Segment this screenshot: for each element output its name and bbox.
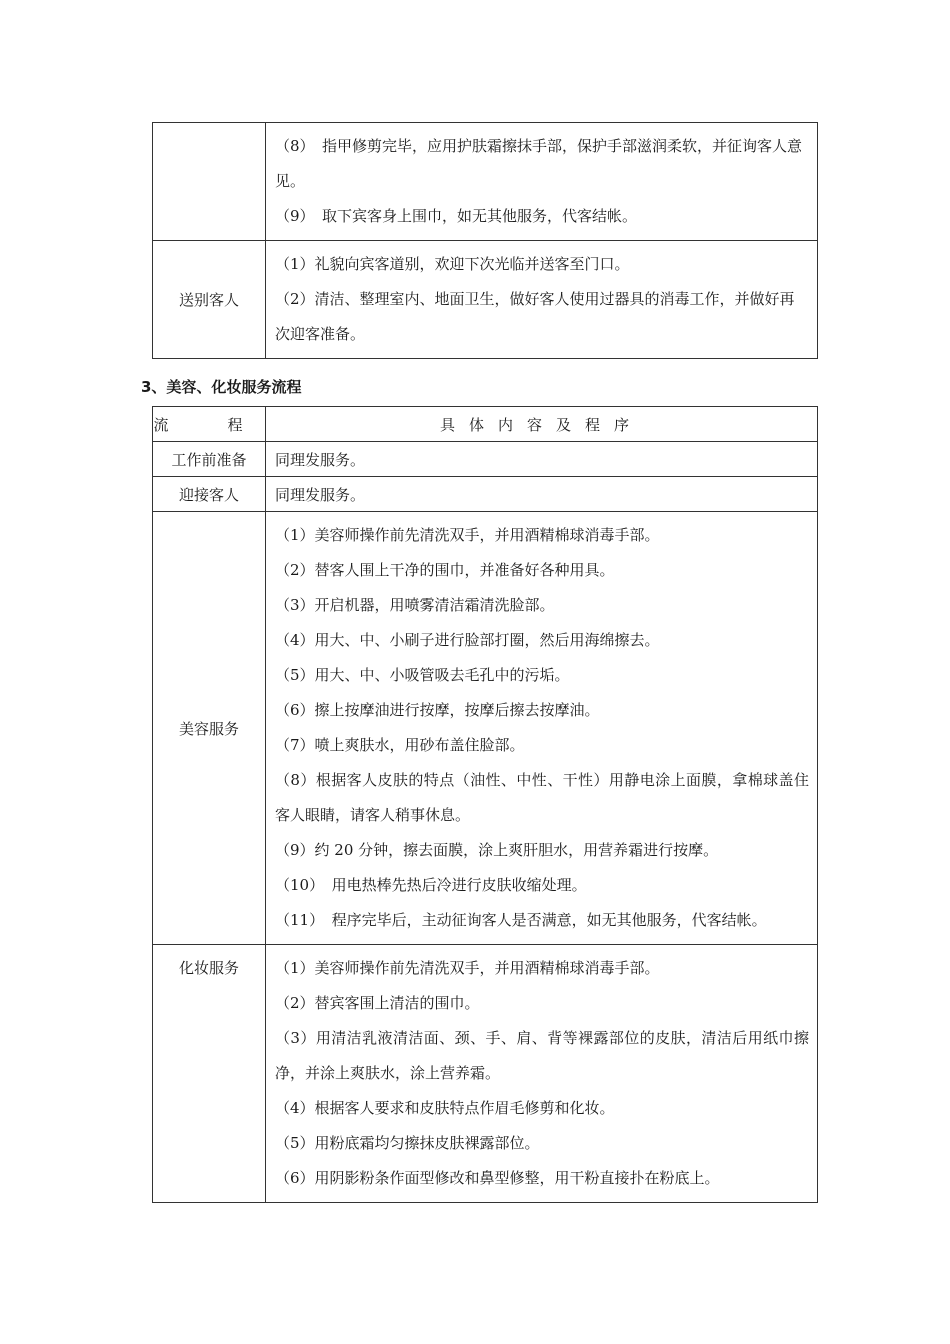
- step-text: （4）用大、中、小刷子进行脸部打圈，然后用海绵擦去。: [275, 631, 660, 649]
- stage-cell-empty: [153, 123, 266, 241]
- table-row: [153, 477, 818, 512]
- step-text: （1）礼貌向宾客道别，欢迎下次光临并送客至门口。: [275, 255, 630, 273]
- prep-text: 同理发服务。: [266, 442, 818, 477]
- greet-text: 同理发服务。: [266, 477, 818, 512]
- step-text: （3）用清洁乳液清洁面、颈、手、肩、背等裸露部位的皮肤，清洁后用纸巾擦净，并涂上爽肤水，涂上营养霜。: [275, 1029, 809, 1082]
- step-text: （6）擦上按摩油进行按摩，按摩后擦去按摩油。: [275, 701, 600, 719]
- step-text: （5）用大、中、小吸管吸去毛孔中的污垢。: [275, 666, 570, 684]
- step-text: （3）开启机器，用喷雾清洁霜清洗脸部。: [275, 596, 555, 614]
- step-text: （6）用阴影粉条作面型修改和鼻型修整，用干粉直接扑在粉底上。: [275, 1169, 720, 1187]
- step-text: （4）根据客人要求和皮肤特点作眉毛修剪和化妆。: [275, 1099, 615, 1117]
- beauty-makeup-process-table: [152, 406, 818, 1203]
- table-row: [153, 123, 818, 241]
- section-heading: 3、美容、化妆服务流程: [141, 378, 302, 396]
- table-row: [153, 512, 818, 945]
- stage-cell-prep: 工作前准备: [153, 442, 266, 477]
- stage-cell-makeup: 化妆服务: [153, 945, 266, 1203]
- table-row: [153, 241, 818, 359]
- step-text: （5）用粉底霜均匀擦抹皮肤裸露部位。: [275, 1134, 540, 1152]
- step-text: （1）美容师操作前先清洗双手，并用酒精棉球消毒手部。: [275, 959, 660, 977]
- table-row: [153, 442, 818, 477]
- steps-cell: [266, 241, 818, 359]
- header-content: 具体内容及程序: [266, 407, 818, 442]
- step-text: （7）喷上爽肤水，用砂布盖住脸部。: [275, 736, 525, 754]
- step-text: （2）清洁、整理室内、地面卫生，做好客人使用过器具的消毒工作，并做好再次迎客准备。: [275, 290, 795, 343]
- step-text: （10） 用电热棒先热后冷进行皮肤收缩处理。: [275, 876, 587, 894]
- step-text: （8） 指甲修剪完毕，应用护肤霜擦抹手部，保护手部滋润柔软，并征询客人意见。: [275, 137, 803, 190]
- table-header-row: [153, 407, 818, 442]
- stage-cell-farewell: 送别客人: [153, 241, 266, 359]
- header-flow: 流 程: [153, 407, 266, 442]
- step-text: （1）美容师操作前先清洗双手，并用酒精棉球消毒手部。: [275, 526, 660, 544]
- step-text: （9） 取下宾客身上围巾，如无其他服务，代客结帐。: [275, 207, 638, 225]
- stage-cell-greet: 迎接客人: [153, 477, 266, 512]
- table-row: [153, 945, 818, 1203]
- steps-cell: [266, 945, 818, 1203]
- stage-cell-beauty: 美容服务: [153, 512, 266, 945]
- step-text: （11） 程序完毕后，主动征询客人是否满意，如无其他服务，代客结帐。: [275, 911, 767, 929]
- step-text: （8）根据客人皮肤的特点（油性、中性、干性）用静电涂上面膜，拿棉球盖住客人眼睛，请客人稍事休息。: [275, 771, 809, 824]
- steps-cell: [266, 512, 818, 945]
- service-table-continued: [152, 122, 818, 359]
- step-text: （2）替客人围上干净的围巾，并准备好各种用具。: [275, 561, 615, 579]
- step-text: （9）约 20 分钟，擦去面膜，涂上爽肝胆水，用营养霜进行按摩。: [275, 841, 719, 859]
- steps-cell: [266, 123, 818, 241]
- step-text: （2）替宾客围上清洁的围巾。: [275, 994, 480, 1012]
